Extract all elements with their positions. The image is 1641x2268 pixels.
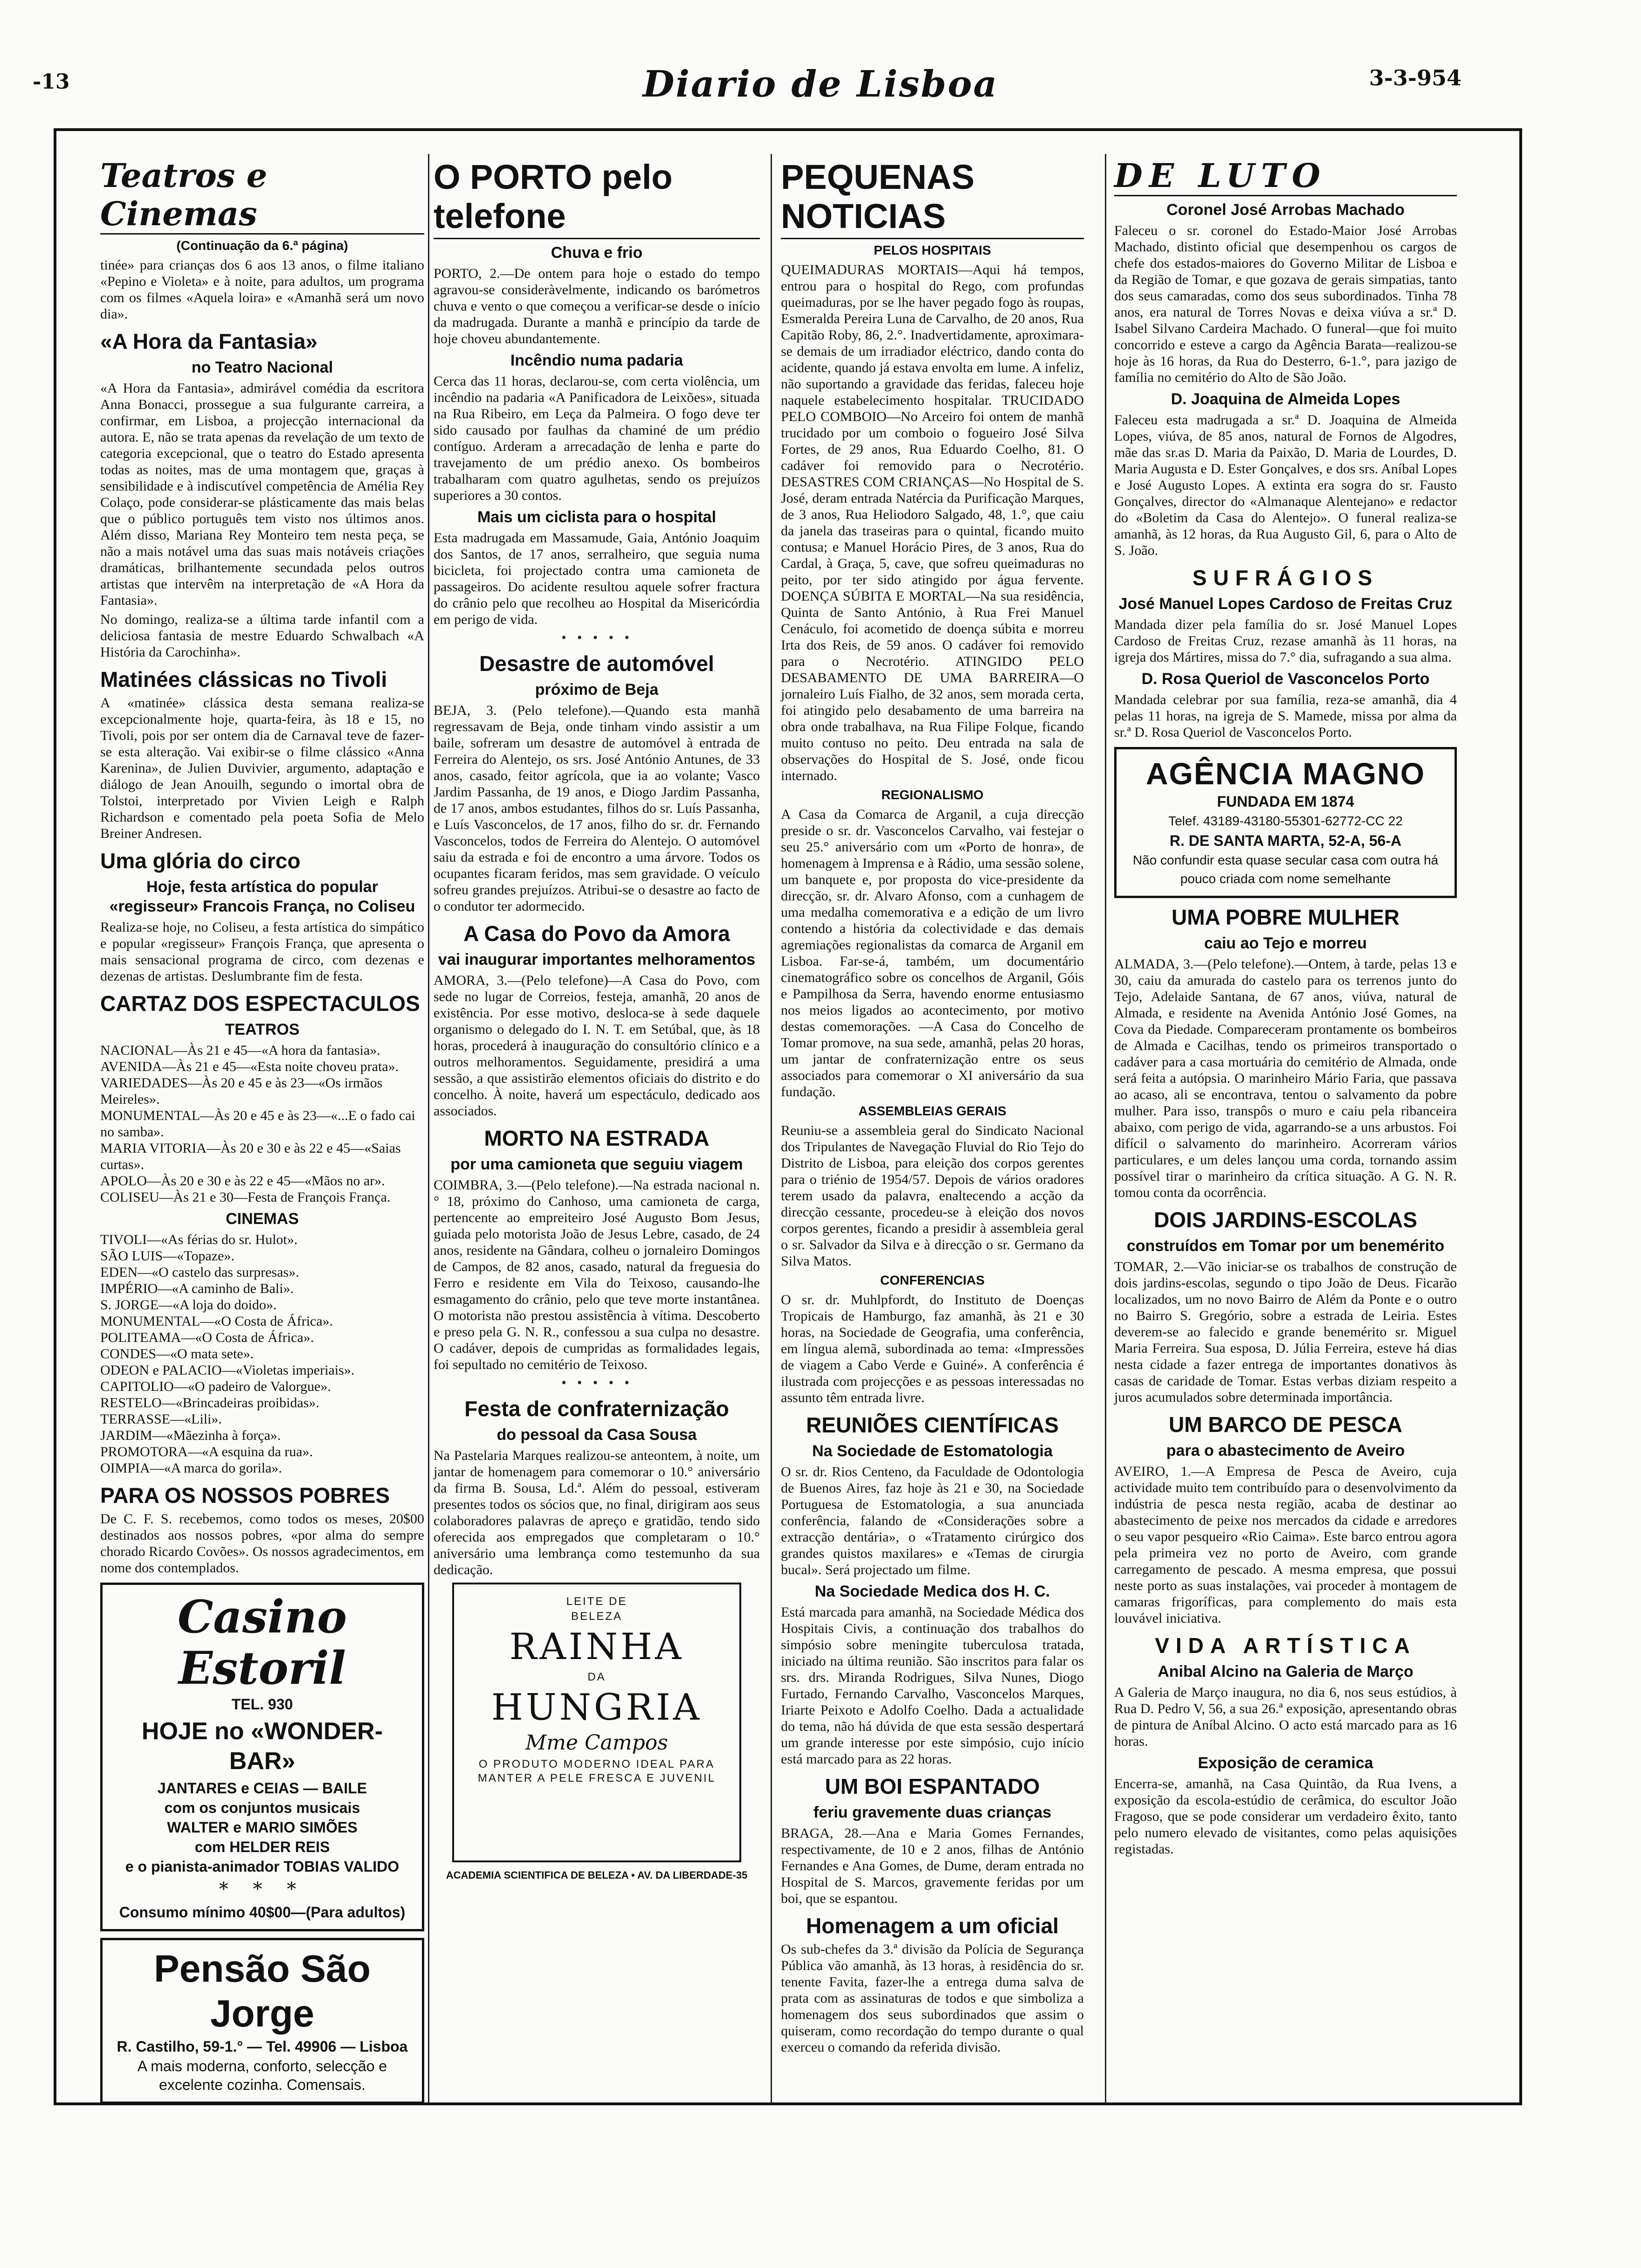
hora-fantasia-text-1: «A Hora da Fantasia», admirável comédia da escritora Anna Bonacci, prossegue a sua fulgurante carreira, a confirmar, em Lisboa, a projecção internacional da autora. E, não se trata apenas da revelação de um texto de categoria excepcional, que o teatro do Estado apresenta todas as noites, mas de uma montagem que, graças à sensibilidade e à indiscutível competência de Amélia Rey Colaço, pode considerar-se plásticamente das mais belas que o público português tem visto nos últimos anos. Além disso, Mariana Rey Monteiro tem nesta peça, se não a mais notável uma das suas mais notáveis criações dramáticas, brilhantemente secundada pelos outros artistas que intervêm na interpretação de «A Hora da Fantasia».	[100, 380, 424, 608]
list-item: TIVOLI—«As férias do sr. Hulot».	[100, 1232, 298, 1247]
pensao-ad-address: R. Castilho, 59-1.° — Tel. 49906 — Lisboa	[117, 2038, 408, 2055]
barco-title: UM BARCO DE PESCA	[1169, 1412, 1402, 1437]
circo-text: Realiza-se hoje, no Coliseu, a festa artística do simpático e popular «regisseur» François França, que apresenta o mais sensacional programa de circo, com dezenas e dezenas de artistas. Deslumbrante fim de festa.	[100, 920, 424, 984]
cartaz-title: CARTAZ DOS ESPECTACULOS	[100, 991, 420, 1016]
chuva-title: Chuva e frio	[551, 244, 643, 262]
list-item: S. JORGE—«A loja do doido».	[100, 1297, 277, 1313]
matinees-text: A «matinée» clássica desta semana realiza-se excepcionalmente hoje, quarta-feira, às 18 e 15, no Tivoli, pois por ser ontem dia de Carnaval teve de fazer-se esta alteração. Vai exibir-se o filme clássico «Anna Karenina», de Julien Duvivier, argumento, adaptação e diálogo de Jean Anouilh, segundo o imortal obra de Tolstoi, interpretado por Vivien Leigh e Ralph Richardson e comentado pela poeta Sofia de Melo Breiner Andresen.	[100, 695, 424, 841]
masthead: Diario de Lisboa	[642, 63, 999, 105]
cardoso-name: José Manuel Lopes Cardoso de Freitas Cruz	[1118, 595, 1453, 613]
list-item: NACIONAL—Às 21 e 45—«A hora da fantasia».	[100, 1043, 380, 1058]
hora-fantasia-title: «A Hora da Fantasia»	[100, 329, 318, 353]
barco-sub: para o abastecimento de Aveiro	[1166, 1442, 1405, 1459]
arrobas-name: Coronel José Arrobas Machado	[1166, 201, 1405, 219]
incendio-title: Incêndio numa padaria	[510, 352, 683, 369]
morto-title: MORTO NA ESTRADA	[484, 1126, 710, 1150]
column-de-luto	[1110, 154, 1462, 2103]
festa-sub: do pessoal da Casa Sousa	[496, 1426, 697, 1444]
list-item: IMPÉRIO—«A caminho de Bali».	[100, 1281, 294, 1296]
ciclista-text: Esta madrugada em Massamude, Gaia, António Joaquim dos Santos, de 17 anos, serralheiro, que seguia numa bicicleta, foi projectado contra uma camioneta de passageiros. Do acidente resultou aquele sofrer fractura do crânio pelo que recolheu ao Hospital da Misericórdia em perigo de vida.	[434, 530, 760, 627]
casino-ad-line: com os conjuntos musicais	[164, 1799, 360, 1816]
assembleias-text: Reuniu-se a assembleia geral do Sindicato Nacional dos Tripulantes de Navegação Fluvial do Rio Tejo do Distrito de Lisboa, para eleição dos corpos gerentes para o triénio de 1954/57. Depois de vários oradores terem usado da palavra, enaltecendo a acção da direcção cessante, procedeu-se à eleição dos novos corpos gerentes, ficando a presidir à assembleia geral o sr. Salvador da Silva e à direcção o sr. Germano da Silva Matos.	[781, 1123, 1084, 1269]
pobres-title: PARA OS NOSSOS POBRES	[100, 1483, 390, 1507]
casino-ad-hoje: HOJE no «WONDER-BAR»	[141, 1718, 383, 1775]
amora-text: AMORA, 3.—(Pelo telefone)—A Casa do Povo, com sede no lugar de Correios, festeja, amanhã, 20 anos de existência. Por esse motivo, desloca-se à sede daquele organismo o delegado do I. N. T. em Setúbal, que, às 18 horas, procederá à inauguração do consultório clínico e a outros melhoramentos. Seguidamente, presidirá a uma sessão, a que assistirão elementos oficiais do distrito e do concelho. À noite, haverá um espectáculo, dedicado aos associados.	[434, 973, 760, 1119]
amora-sub: vai inaugurar importantes melhoramentos	[438, 951, 756, 968]
list-item: APOLO—Às 20 e 30 e às 22 e 45—«Mãos no ar».	[100, 1173, 385, 1189]
medica-text: Está marcada para amanhã, na Sociedade Médica dos Hospitais Civis, a continuação dos trabalhos do simpósio sobre meningite tuberculosa tratada, iniciado na última reunião. São inscritos para falar os srs. drs. Miranda Rodrigues, Silva Nunes, Diogo Furtado, Fernando Carvalho, Vasconcelos Marques, Iriarte Peixoto e Adolfo Coelho. Dada a actualidade do tema, não há dúvida de que esta sessão despertará um grande interesse por este simpósio, cujo início está marcado para as 22 horas.	[781, 1604, 1084, 1767]
list-item: SÃO LUIS—«Topaze».	[100, 1248, 234, 1264]
pensao-sao-jorge-ad	[100, 1938, 424, 2103]
morto-text: COIMBRA, 3.—(Pelo telefone).—Na estrada nacional n.° 18, próximo do Canhoso, uma camioneta de carga, pertencente ao empreiteiro José Augusto Bom Jesus, guiada pelo motorista João de Jesus Lebre, casado, de 24 anos, residente na Gândara, colheu o jornaleiro Domingos de Campos, de 82 anos, casado, natural da freguesia do Ferro e residente em Vila do Teixoso, causando-lhe esmagamento do crânio, pelo que teve morte instantânea. O motorista não prestou assistência à vítima. Descoberto e preso pela G. N. R., confessou a sua culpa no desastre. O cadáver, depois de cumpridas as formalidades legais, foi sepultado no cemitério de Teixoso.	[434, 1177, 760, 1372]
page-date: 3-3-954	[1369, 65, 1462, 90]
pensao-ad-desc: A mais moderna, conforto, selecção e excelente cozinha. Comensais.	[137, 2058, 387, 2093]
teatros-list	[100, 1042, 424, 1205]
casino-ad-line: WALTER e MARIO SIMÕES	[167, 1819, 358, 1836]
ceramica-sub: Exposição de ceramica	[1198, 1754, 1373, 1772]
column-teatros	[96, 154, 429, 2103]
hora-fantasia-text-2: No domingo, realiza-se a última tarde infantil com a deliciosa fantasia de mestre Eduardo Schwalbach «A História da Carochinha».	[100, 612, 424, 660]
rainha-ad-name: HUNGRIA	[491, 1687, 703, 1729]
list-item: ODEON e PALACIO—«Violetas imperiais».	[100, 1362, 355, 1378]
jardins-title: DOIS JARDINS-ESCOLAS	[1154, 1208, 1417, 1232]
column-pequenas-noticias	[776, 154, 1089, 2103]
vida-artistica-title: VIDA ARTÍSTICA	[1155, 1633, 1416, 1658]
cardoso-text: Mandada dizer pela família do sr. José Manuel Lopes Cardoso de Freitas Cruz, rezase amanhã às 11 horas, na igreja dos Mártires, missa do 7.° dia, sufragando a sua alma.	[1114, 617, 1457, 665]
casino-ad-line: JANTARES e CEIAS — BAILE	[157, 1780, 367, 1797]
agencia-ad-note: Não confundir esta quase secular casa com outra há pouco criada com nome semelhante	[1132, 853, 1439, 886]
chuva-text: PORTO, 2.—De ontem para hoje o estado do tempo agravou-se consideràvelmente, indicando os barómetros chuva e vento o que começou a verificar-se desde o início da madrugada. Durante a manhã e princípio da tarde de hoje choveu abundantemente.	[434, 266, 760, 346]
list-item: VARIEDADES—Às 20 e 45 e às 23—«Os irmãos Meireles».	[100, 1075, 383, 1107]
desastre-sub: próximo de Beja	[535, 681, 659, 698]
jardins-sub: construídos em Tomar por um benemérito	[1126, 1237, 1445, 1255]
ceramica-text: Encerra-se, amanhã, na Casa Quintão, da Rua Ivens, a exposição da escola-estúdio de cerâmica, do escultor João Fragoso, que se pode considerar um verdadeiro êxito, tanto pelo numero elevado de visitantes, como pelas aquisições registadas.	[1114, 1776, 1457, 1857]
list-item: PROMOTORA—«A esquina da rua».	[100, 1444, 313, 1459]
cinemas-label: CINEMAS	[226, 1210, 299, 1228]
assembleias-label: ASSEMBLEIAS GERAIS	[858, 1104, 1007, 1118]
estomatologia-text: O sr. dr. Rios Centeno, da Faculdade de Odontologia de Buenos Aires, faz hoje às 21 e 30, na Sociedade Portuguesa de Estomatologia, a sua anunciada conferência, falando de «Considerações sobre a extracção dentária», o «Tratamento cirúrgico dos grandes quistos maxilares» e «Temas de cirurgia bucal». Será projectado um filme.	[781, 1464, 1084, 1577]
intro-text: tinée» para crianças dos 6 aos 13 anos, o filme italiano «Pepino e Violeta» e à noite, para adultos, um programa com os filmes «Aquela loira» e «Amanhã será um novo dia».	[100, 257, 424, 322]
section-title-pequenas: PEQUENAS NOTICIAS	[781, 158, 1084, 239]
barco-text: AVEIRO, 1.—A Empresa de Pesca de Aveiro, cuja actividade muito tem contribuído para o desenvolvimento da indústria de pesca nesta região, acaba de destinar ao abastecimento de peixe nos mercados da cidade e arredores o seu vapor pesqueiro «Rio Caima». Este barco entrou agora pela primeira vez no porto de Aveiro, com grande carregamento de pescado. A mesma empresa, que possui neste porto as suas instalações, vai proceder à montagem de camaras frigoríficas, para complemento do mais esta louvável iniciativa.	[1114, 1464, 1457, 1626]
separator: • • • • •	[560, 631, 633, 644]
conferencias-text: O sr. dr. Muhlpfordt, do Instituto de Doenças Tropicais de Hamburgo, faz amanhã, às 21 e 30 horas, na Sociedade de Geografia, uma conferência, em língua alemã, subordinada ao tema: «Impressões de viagem a Cabo Verde e Guiné». A conferência é ilustrada com projecções e as pessoas interessadas no assunto têm entrada livre.	[781, 1292, 1084, 1405]
separator: • • • • •	[560, 1376, 633, 1390]
conferencias-label: CONFERENCIAS	[880, 1273, 985, 1287]
list-item: CONDES—«O mata sete».	[100, 1346, 254, 1362]
circo-title: Uma glória do circo	[100, 849, 301, 873]
oficial-text: Os sub-chefes da 3.ª divisão da Polícia de Segurança Pública vão amanhã, às 13 horas, à residência do sr. tenente Favita, fazer-lhe a entrega duma salva de prata com as assinaturas de todos e que simboliza a homenagem dos seus subordinados que assim o quiseram, como recordação do tempo durante o qual exerceu o comando da referida divisão.	[781, 1942, 1084, 2055]
alcino-sub: Anibal Alcino na Galeria de Março	[1158, 1663, 1413, 1680]
estomatologia-sub: Na Sociedade de Estomatologia	[812, 1442, 1053, 1460]
morto-sub: por uma camioneta que seguiu viagem	[450, 1155, 743, 1173]
list-item: MONUMENTAL—«O Costa de África».	[100, 1314, 333, 1329]
list-item: POLITEAMA—«O Costa de África».	[100, 1330, 314, 1345]
pobres-text: De C. F. S. recebemos, como todos os meses, 20$00 destinados aos nossos pobres, «por alma do sempre chorado Ricardo Covões». Os nossos agradecimentos, em nome dos contemplados.	[100, 1511, 424, 1576]
list-item: COLISEU—Às 21 e 30—Festa de François França.	[100, 1189, 391, 1205]
hospitais-label: PELOS HOSPITAIS	[874, 243, 991, 257]
lopes-text: Faleceu esta madrugada a sr.ª D. Joaquina de Almeida Lopes, viúva, de 85 anos, natural de Fornos de Algodres, mãe das sr.as D. Maria da Paixão, D. Maria de Lourdes, D. Maria Augusta e D. Ester Gonçalves, e dos srs. Aníbal Lopes e José Augusto Lopes. A extinta era sogra do sr. Fausto Gonçalves, director do «Almanaque Alentejano» e redactor do «Boletim da Casa do Alentejo». O funeral realiza-se amanhã, às 12 horas, da Rua Augusto Gil, 6, para o Alto de S. João.	[1114, 412, 1457, 558]
medica-sub: Na Sociedade Medica dos H. C.	[814, 1583, 1050, 1600]
list-item: AVENIDA—Às 21 e 45—«Esta noite choveu prata».	[100, 1059, 399, 1074]
casino-ad-consumo: Consumo mínimo 40$00—(Para adultos)	[119, 1904, 406, 1921]
rainha-ad-footer: ACADEMIA SCIENTIFICA DE BELEZA • AV. DA LIBERDADE-35	[446, 1869, 748, 1881]
list-item: EDEN—«O castelo das surpresas».	[100, 1265, 299, 1280]
festa-title: Festa de confraternização	[464, 1397, 729, 1421]
cinemas-list	[100, 1231, 424, 1476]
reunioes-title: REUNIÕES CIENTÍFICAS	[806, 1413, 1059, 1437]
rainha-ad-da: DA	[587, 1671, 606, 1683]
queriol-name: D. Rosa Queriol de Vasconcelos Porto	[1141, 670, 1430, 688]
list-item: CAPITOLIO—«O padeiro de Valorgue».	[100, 1379, 331, 1394]
regionalismo-label: REGIONALISMO	[881, 788, 984, 802]
pensao-ad-title: Pensão São Jorge	[154, 1948, 371, 2035]
list-item: RESTELO—«Brincadeiras proibidas».	[100, 1395, 319, 1411]
agencia-ad-title: AGÊNCIA MAGNO	[1145, 756, 1426, 791]
list-item: MONUMENTAL—Às 20 e 45 e às 23—«...E o fado cai no samba».	[100, 1108, 415, 1140]
column-rule-2	[771, 154, 772, 2103]
casino-ad-tel: TEL. 930	[231, 1696, 293, 1713]
column-rule-3	[1105, 154, 1106, 2103]
festa-text: Na Pastelaria Marques realizou-se anteontem, à noite, um jantar de homenagem para comemorar o 10.° aniversário da firma B. Sousa, Ld.ª. Além do pessoal, estiveram presentes todos os sócios que, no final, dirigiram aos seus colaboradores palavras de apreço e gratidão, tendo sido oferecida aos empregados que completaram o 10.° aniversário uma lembrança como testemunho da sua dedicação.	[434, 1448, 760, 1577]
hospitais-text: QUEIMADURAS MORTAIS—Aqui há tempos, entrou para o hospital do Rego, com profundas queimaduras, por se lhe haver pegado fogo às roupas, Esmeralda Pereira Luna de Carvalho, de 20 anos, Rua Capitão Roby, 86, 2.°. Inadvertidamente, aproximara-se demais de um irradiador eléctrico, dando conta do acidente, quando já estava envolta em lume. A infeliz, não suportando a gravidade das feridas, faleceu hoje naquele estabelecimento hospitalar. TRUCIDADO PELO COMBOIO—No Arceiro foi ontem de manhã trucidado por um comboio o fogueiro José Silva Fortes, de 29 anos, Rua Eduardo Coelho, 81. O cadáver foi removido para o Necrotério. DESASTRES COM CRIANÇAS—No Hospital de S. José, deram entrada Natércia da Purificação Marques, de 3 anos, Rua Heliodoro Salgado, 48, 1.°, que caiu da janela das traseiras para o quintal, ficando muito contusa; e Manuel Horácio Pires, de 3 anos, Rua do Cardal, à Graça, 5, cave, que sofreu queimaduras no peito, por ter sido atingido por água fervente. DOENÇA SÚBITA E MORTAL—Na sua residência, Quinta de Santo António, à Rua Frei Manuel Cenáculo, foi acometido de doença súbita e morreu Irta dos Reis, de 59 anos. O cadáver foi removido para o Necrotério. ATINGIDO PELO DESABAMENTO DE UMA BARREIRA—O jornaleiro Luís Fialho, de 32 anos, sem morada certa, foi atingido pelo desabamento de uma barreira na obra onde trabalhava, na Rua Filipe Folque, ficando muito contuso no peito. Deu entrada na sala de observações do Hospital de S. José, onde ficou internado.	[781, 262, 1084, 783]
list-item: JARDIM—«Mãezinha à força».	[100, 1428, 281, 1443]
section-title-luto: DE LUTO	[1114, 157, 1457, 196]
ciclista-title: Mais um ciclista para o hospital	[477, 508, 717, 526]
list-item: TERRASSE—«Lili».	[100, 1411, 222, 1427]
casino-ad-line: com HELDER REIS	[194, 1839, 330, 1855]
rainha-hungria-ad	[452, 1583, 741, 1862]
jardins-text: TOMAR, 2.—Vão iniciar-se os trabalhos de construção de dois jardins-escolas, segundo o tipo João de Deus. Ficarão localizados, um no novo Bairro de Além da Ponte e o outro no Bairro S. Gregório, sobre a estrada de Leiria. Estes deverem-se ao falecido e grande benemérito sr. Miguel Maria Ferreira. Sua esposa, D. Júlia Ferreira, esteve há dias nesta cidade a fazer entrega de importantes donativos às casas de caridade de Tomar. Estas verbas diziam respeito a juros acumulados sobre determinada importância.	[1114, 1259, 1457, 1405]
matinees-title: Matinées clássicas no Tivoli	[100, 667, 387, 691]
arrobas-text: Faleceu o sr. coronel do Estado-Maior José Arrobas Machado, distinto oficial que desempenhou os cargos de chefe dos estados-maiores do Governo Militar de Lisboa e da Região de Tomar, e que gozava de gerais simpatias, tanto dos seus camaradas, como dos seus subordinados. Tinha 78 anos, era natural de Torres Novas e deixa viúva a sr.ª D. Isabel Silvano Cardeira Machado. O funeral—que foi muito concorrido e esteve a cargo da Agência Barata—realizou-se hoje às 16 horas, da Rua do Desterro, 6-1.°, para jazigo de família no cemitério do Alto de São João.	[1114, 223, 1457, 385]
list-item: MARIA VITORIA—Às 20 e 30 e às 22 e 45—«Saias curtas».	[100, 1141, 401, 1172]
agencia-magno-ad	[1114, 747, 1457, 898]
rainha-ad-top: LEITE DE	[566, 1595, 627, 1608]
oficial-title: Homenagem a um oficial	[806, 1914, 1059, 1938]
casino-ad-title: Casino Estoril	[178, 1590, 347, 1694]
regionalismo-text: A Casa da Comarca de Arganil, a cuja direcção preside o sr. dr. Vasconcelos Carvalho, vai festejar o seu 25.° aniversário com um «Porto de honra», de homenagem à Imprensa e à Rádio, uma sessão solene, um banquete e, por proposta do vice-presidente da direcção, sr. dr. Alvaro Afonso, com a cunhagem de uma medalha comemorativa e a edição de um livro contendo a história da colectividade e das demais agremiações regionalistas da comarca de Arganil em Lisboa. Far-se-á, também, um documentário cinematográfico sobre os concelhos de Arganil, Góis e Pampilhosa da Serra, havendo enorme entusiasmo nos meios ligados ao acontecimento, por motivo destas comemorações. —A Casa do Concelho de Tomar promove, na sua sede, amanhã, pelas 20 horas, um jantar de confraternização entre os seus associados para comemorar o XI aniversário da sua fundação.	[781, 807, 1084, 1099]
sufragios-title: SUFRÁGIOS	[1192, 566, 1379, 590]
pobre-mulher-text: ALMADA, 3.—(Pelo telefone).—Ontem, à tarde, pelas 13 e 30, caiu da amurada do castelo para os terrenos junto do Tejo, Adelaide Santana, de 67 anos, viúva, natural de Almada, e residente na Avenida António José Gomes, na Cova da Piedade. Compareceram prontamente os bombeiros de Almada e Cacilhas, tendo os primeiros transportado o cadáver para a casa mortuária do cemitério de Almada, onde será feita a autópsia. O marinheiro Mário Faria, que passava ao acaso, ali se encontrava, tentou o salvamento da pobre mulher. Para isso, transpôs o muro e caiu pela ribanceira abaixo, com perigo de vida, agarrando-se a uns arbustos. Foi difícil o salvamento do marinheiro. Acorreram vários particulares, e um deles lançou uma corda, tornando assim possível tirar o marinheiro da crítica situação. A G. N. R. tomou conta da ocorrência.	[1114, 956, 1457, 1200]
desastre-title: Desastre de automóvel	[479, 651, 714, 676]
list-item: OIMPIA—«A marca do gorila».	[100, 1460, 282, 1476]
section-title-porto: O PORTO pelo telefone	[434, 158, 760, 239]
amora-title: A Casa do Povo da Amora	[463, 921, 730, 946]
rainha-ad-name: RAINHA	[509, 1626, 684, 1668]
casino-ad-stars: * * *	[219, 1879, 306, 1900]
hora-fantasia-sub: no Teatro Nacional	[191, 359, 333, 376]
boi-title: UM BOI ESPANTADO	[825, 1774, 1040, 1798]
rainha-ad-brand: Mme Campos	[525, 1731, 668, 1755]
agencia-ad-address: R. DE SANTA MARTA, 52-A, 56-A	[1169, 832, 1402, 849]
column-porto	[429, 154, 765, 2103]
queriol-text: Mandada celebrar por sua família, reza-se amanhã, dia 4 pelas 11 horas, na igreja de S. Mamede, missa por alma da sr.ª D. Rosa Queriol de Vasconcelos Porto.	[1114, 692, 1457, 740]
rainha-ad-top: BELEZA	[571, 1610, 623, 1623]
section-title-teatros: Teatros e Cinemas	[100, 157, 424, 235]
pobre-mulher-sub: caiu ao Tejo e morreu	[1204, 934, 1367, 952]
boi-text: BRAGA, 28.—Ana e Maria Gomes Fernandes, respectivamente, de 10 e 2 anos, filhas de António Fernandes e Ana Gomes, de Dume, deram entrada no Hospital de S. Marcos, gravemente feridas por um boi, que se espantou.	[781, 1825, 1084, 1906]
agencia-ad-telef: Telef. 43189-43180-55301-62772-CC 22	[1168, 814, 1403, 828]
alcino-text: A Galeria de Março inaugura, no dia 6, nos seus estúdios, à Rua D. Pedro V, 56, a sua 26.ª exposição, apresentando obras de pintura de Aníbal Alcino. O acto está marcado para as 16 horas.	[1114, 1685, 1457, 1749]
boi-sub: feriu gravemente duas crianças	[813, 1804, 1052, 1821]
lopes-name: D. Joaquina de Almeida Lopes	[1171, 390, 1400, 408]
casino-estoril-ad	[100, 1583, 424, 1931]
casino-ad-line: e o pianista-animador TOBIAS VALIDO	[125, 1858, 400, 1875]
circo-sub: Hoje, festa artística do popular «regisseur» Francois França, no Coliseu	[109, 878, 415, 915]
continuation-note: (Continuação da 6.ª página)	[176, 238, 348, 253]
incendio-text: Cerca das 11 horas, declarou-se, com certa violência, um incêndio na padaria «A Panificadora de Leixões», situada na Rua Ribeiro, em Leça da Palmeira. O fogo deve ter sido causado por faulhas da chaminé de um prédio contíguo. Arderam a arrecadação de lenha e parte do travejamento de um prédio anexo. Os bombeiros trabalharam com quatro agulhetas, sendo os prejuízos superiores a 30 contos.	[434, 373, 760, 503]
agencia-ad-fundada: FUNDADA EM 1874	[1217, 793, 1354, 810]
rainha-ad-slogan: O PRODUTO MODERNO IDEAL PARA MANTER A PELE FRESCA E JUVENIL	[477, 1758, 716, 1784]
pobre-mulher-title: UMA POBRE MULHER	[1172, 905, 1400, 929]
page-number: -13	[33, 70, 70, 94]
desastre-text: BEJA, 3. (Pelo telefone).—Quando esta manhã regressavam de Beja, onde tinham vindo assistir a um baile, sofreram um desastre de automóvel à entrada de Ferreira do Alentejo, os srs. José António Antunes, de 33 anos, casado, feitor agrícola, que ia ao volante; Vasco Jardim Passanha, de 19 anos, e Diogo Jardim Passanha, de 17 anos, ambos estudantes, filhos do sr. Luís Passanha, e Luís Vasconcelos, de 17 anos, filho do sr. dr. Fernando Vasconcelos, todos de Ferreira do Alentejo. O automóvel saiu da estrada e foi de encontro a uma árvore. Todos os ocupantes ficaram feridos, mas sem gravidade. O veículo sofreu grandes prejuízos. Atribui-se o desastre ao facto de o condutor ter adormecido.	[434, 703, 760, 914]
teatros-label: TEATROS	[225, 1021, 300, 1038]
